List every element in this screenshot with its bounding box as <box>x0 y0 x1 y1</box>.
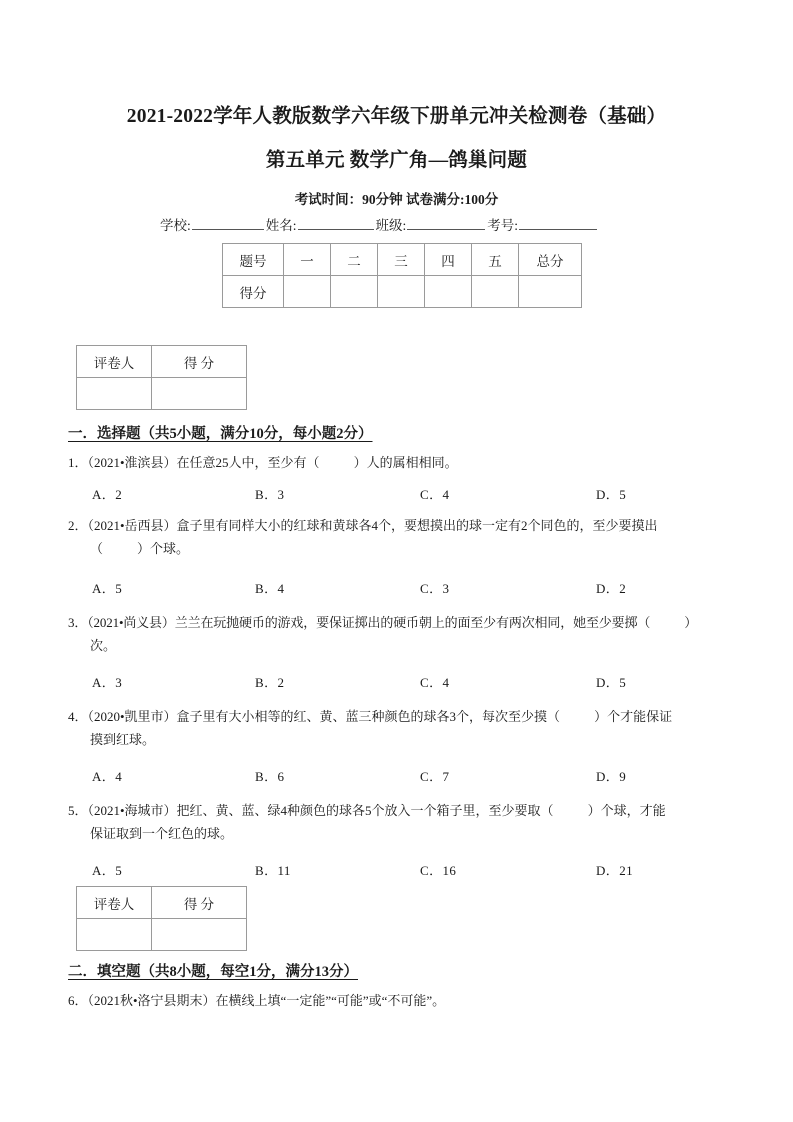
question-6 <box>68 990 738 1013</box>
option-a[interactable]: A．4 <box>92 769 123 784</box>
table-row <box>223 244 582 276</box>
question-5-stem-tail: ）个球，才能 <box>587 803 666 818</box>
score-table-cell: 二 <box>331 244 378 276</box>
score-summary-table <box>222 243 582 308</box>
option-b[interactable]: B．3 <box>255 487 285 502</box>
table-row <box>77 887 247 919</box>
question-3-text <box>68 612 738 635</box>
question-1-options <box>92 484 732 503</box>
table-row <box>77 346 247 378</box>
score-input-cell[interactable] <box>152 378 247 410</box>
question-2-cont-tail: ）个球。 <box>137 540 190 556</box>
exam-meta: 考试时间：90分钟 试卷满分:100分 <box>294 192 499 207</box>
option-b[interactable]: B．4 <box>255 581 285 596</box>
score-table-cell: 总分 <box>519 244 582 276</box>
reviewer-input-cell[interactable] <box>77 378 152 410</box>
question-4-text-cont: 摸到红球。 <box>90 731 156 747</box>
reviewer-input-cell[interactable] <box>77 919 152 951</box>
table-row <box>223 276 582 308</box>
school-field[interactable] <box>160 214 266 234</box>
exam-no-blank[interactable] <box>519 216 597 230</box>
score-input-cell[interactable] <box>519 276 582 308</box>
option-d[interactable]: D．9 <box>596 769 627 784</box>
score-input-cell[interactable] <box>284 276 331 308</box>
name-field[interactable] <box>266 214 376 234</box>
school-label: 学校: <box>160 218 191 233</box>
page-title: 2021-2022学年人教版数学六年级下册单元冲关检测卷（基础） <box>126 106 667 127</box>
score-label: 得 分 <box>152 887 247 919</box>
score-input-cell[interactable] <box>378 276 425 308</box>
section-heading-choice: 一．选择题（共5小题，满分10分，每小题2分） <box>68 426 373 442</box>
question-3-stem-tail: ） <box>684 615 698 630</box>
score-label: 得 分 <box>152 346 247 378</box>
question-5-options <box>92 860 732 879</box>
option-d[interactable]: D．21 <box>596 863 633 878</box>
option-b[interactable]: B．6 <box>255 769 285 784</box>
class-label: 班级: <box>375 218 407 233</box>
class-blank[interactable] <box>407 216 485 230</box>
class-field[interactable] <box>376 214 488 234</box>
option-c[interactable]: C．3 <box>420 581 450 596</box>
question-3-stem: 3．（2021•尚义县）兰兰在玩抛硬币的游戏，要保证掷出的硬币朝上的面至少有两次相同，她至少要掷（ <box>68 615 651 630</box>
score-table-cell: 四 <box>425 244 472 276</box>
grader-box-section-1 <box>76 345 247 410</box>
question-1-stem: 1．（2021•淮滨县）在任意25人中，至少有（ <box>68 455 320 470</box>
section-heading-fill-blank: 二．填空题（共8小题，每空1分，满分13分） <box>68 964 358 980</box>
option-c[interactable]: C．7 <box>420 769 450 784</box>
question-2-cont-head: （ <box>90 540 104 556</box>
question-1 <box>68 452 738 475</box>
question-5-text <box>68 800 738 823</box>
name-label: 姓名: <box>265 218 297 233</box>
option-d[interactable]: D．5 <box>596 487 627 502</box>
score-table-cell: 题号 <box>223 244 284 276</box>
name-blank[interactable] <box>298 216 374 230</box>
table-row <box>77 378 247 410</box>
option-a[interactable]: A．5 <box>92 863 123 878</box>
question-4-stem-tail: ）个才能保证 <box>594 709 673 724</box>
option-a[interactable]: A．2 <box>92 487 123 502</box>
question-3-text-cont: 次。 <box>90 637 117 653</box>
exam-no-field[interactable] <box>487 214 599 234</box>
option-b[interactable]: B．2 <box>255 675 285 690</box>
student-info-line <box>160 214 660 234</box>
question-1-stem-tail: ）人的属相相同。 <box>353 455 458 470</box>
question-5-stem: 5．（2021•海城市）把红、黄、蓝、绿4种颜色的球各5个放入一个箱子里，至少要取（ <box>68 803 554 818</box>
option-b[interactable]: B．11 <box>255 863 291 878</box>
score-input-cell[interactable] <box>472 276 519 308</box>
table-row <box>77 919 247 951</box>
option-c[interactable]: C．4 <box>420 487 450 502</box>
score-table-cell: 三 <box>378 244 425 276</box>
question-2-options <box>92 578 732 597</box>
question-4 <box>68 706 738 752</box>
score-input-cell[interactable] <box>331 276 378 308</box>
grader-box-section-2 <box>76 886 247 951</box>
score-input-cell[interactable] <box>152 919 247 951</box>
reviewer-label: 评卷人 <box>77 346 152 378</box>
score-table-cell: 五 <box>472 244 519 276</box>
score-table-cell: 一 <box>284 244 331 276</box>
exam-no-label: 考号: <box>487 218 519 233</box>
question-5-text-cont: 保证取到一个红色的球。 <box>90 825 234 841</box>
question-5 <box>68 800 738 846</box>
question-2-text-cont <box>68 538 738 561</box>
page-subtitle: 第五单元 数学广角—鸽巢问题 <box>265 150 528 171</box>
score-table-cell: 得分 <box>223 276 284 308</box>
option-a[interactable]: A．5 <box>92 581 123 596</box>
option-a[interactable]: A．3 <box>92 675 123 690</box>
question-3-options <box>92 672 732 691</box>
option-d[interactable]: D．2 <box>596 581 627 596</box>
option-c[interactable]: C．16 <box>420 863 457 878</box>
score-input-cell[interactable] <box>425 276 472 308</box>
option-c[interactable]: C．4 <box>420 675 450 690</box>
option-d[interactable]: D．5 <box>596 675 627 690</box>
question-1-text <box>68 452 738 475</box>
reviewer-label: 评卷人 <box>77 887 152 919</box>
question-2-text: 2．（2021•岳西县）盒子里有同样大小的红球和黄球各4个，要想摸出的球一定有2个同色的，至少要摸出 <box>68 518 658 533</box>
question-4-text <box>68 706 738 729</box>
school-blank[interactable] <box>192 216 264 230</box>
question-4-stem: 4．（2020•凯里市）盒子里有大小相等的红、黄、蓝三种颜色的球各3个，每次至少摸（ <box>68 709 561 724</box>
question-2 <box>68 515 738 561</box>
question-6-text: 6．（2021秋•洛宁县期末）在横线上填“一定能”“可能”或“不可能”。 <box>68 993 446 1008</box>
question-3 <box>68 612 738 658</box>
question-4-options <box>92 766 732 785</box>
